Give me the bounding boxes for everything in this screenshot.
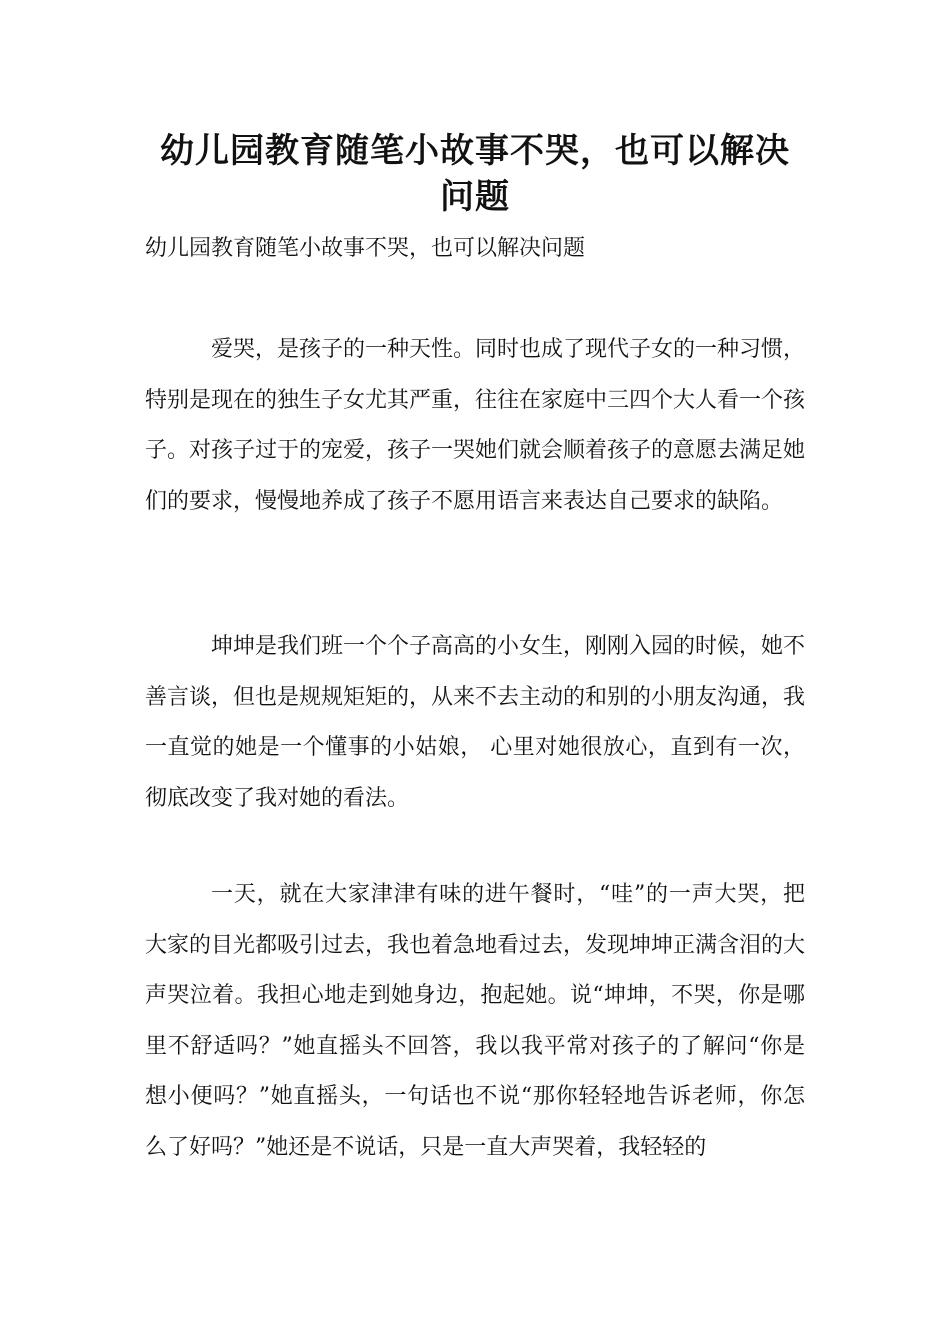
paragraph-3: 一天，就在大家津津有味的进午餐时，“哇”的一声大哭，把大家的目光都吸引过去，我也着急地看过去，发现坤坤正满含泪的大声哭泣着。我担心地走到她身边，抱起她。说“坤坤，不哭，你是哪里不舒适吗？”她直摇头不回答，我以我平常对孩子的了解问“你是想小便吗？”她直摇头，一句话也不说“那你轻轻地告诉老师，你怎么了好吗？”她还是不说话，只是一直大声哭着，我轻轻的 [145,882,806,1160]
paragraph-1: 爱哭，是孩子的一种天性。同时也成了现代子女的一种习惯，特别是现在的独生子女尤其严重，往往在家庭中三四个大人看一个孩子。对孩子过于的宠爱，孩子一哭她们就会顺着孩子的意愿去满足她们的要求，慢慢地养成了孩子不愿用语言来表达自己要求的缺陷。 [145,337,806,514]
document-subtitle: 幼儿园教育随笔小故事不哭，也可以解决问题 [145,236,586,261]
paragraph-2: 坤坤是我们班一个个子高高的小女生，刚刚入园的时候，她不善言谈，但也是规规矩矩的，从来不去主动的和别的小朋友沟通，我一直觉的她是一个懂事的小姑娘， 心里对她很放心，直到有一次，彻底改变了我对她的看法。 [145,634,806,811]
document-title: 幼儿园教育随笔小故事不哭，也可以解决问题 [160,131,790,217]
